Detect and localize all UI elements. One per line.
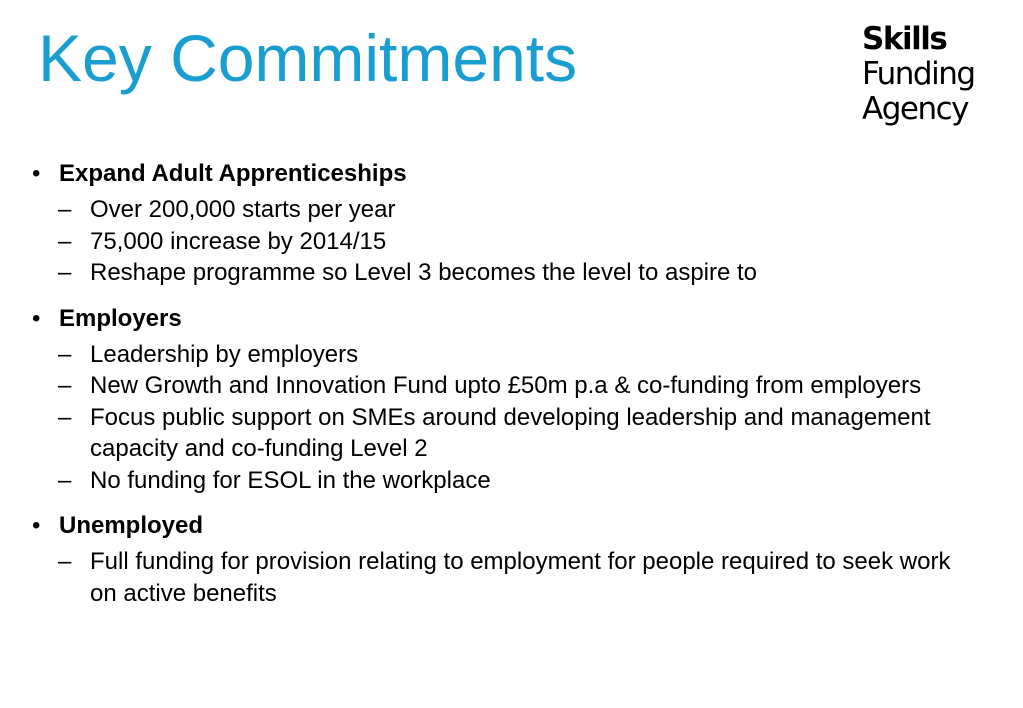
dash-icon: –: [58, 548, 72, 575]
bullet-icon: •: [32, 512, 41, 539]
list-item: [32, 339, 982, 371]
section-heading: [32, 303, 982, 335]
list-item-text: Reshape programme so Level 3 becomes the level to aspire to: [90, 259, 758, 286]
dash-icon: –: [58, 340, 72, 368]
dash-icon: –: [58, 372, 72, 399]
sub-list: [32, 339, 982, 497]
bullet-icon: •: [32, 304, 41, 332]
dash-icon: –: [58, 403, 72, 431]
list-item: [32, 257, 982, 289]
list-item: [32, 194, 982, 226]
logo-line-agency: Agency: [862, 91, 968, 127]
skills-funding-agency-logo: [862, 22, 1002, 127]
list-item-text: Leadership by employers: [90, 340, 359, 368]
list-item: [32, 546, 982, 609]
list-item: [32, 370, 982, 402]
slide-title: Key Commitments: [38, 21, 578, 95]
bullet-icon: •: [32, 160, 41, 187]
section-heading-text: Unemployed: [59, 512, 204, 539]
list-item: [32, 226, 982, 258]
sub-list: [32, 546, 982, 609]
list-item-text: Full funding for provision relating to employment for people required to seek work on active benefits: [90, 548, 951, 607]
section-heading-text: Employers: [59, 304, 182, 332]
logo-line-funding: Funding: [862, 56, 975, 92]
dash-icon: –: [58, 227, 72, 255]
dash-icon: –: [58, 196, 72, 223]
section-heading: [32, 510, 982, 542]
section-heading: [32, 158, 982, 190]
section-adult-apprenticeships: [32, 158, 982, 289]
sub-list: [32, 194, 982, 289]
list-item-text: Focus public support on SMEs around developing leadership and management capacity and co-funding Level 2: [90, 403, 931, 462]
list-item-text: No funding for ESOL in the workplace: [90, 466, 491, 494]
section-employers: [32, 303, 982, 497]
bullet-content: [32, 158, 982, 623]
dash-icon: –: [58, 259, 72, 286]
list-item-text: New Growth and Innovation Fund upto £50m p.a & co-funding from employers: [90, 372, 922, 399]
section-heading-text: Expand Adult Apprenticeships: [59, 160, 407, 187]
list-item-text: Over 200,000 starts per year: [90, 196, 396, 223]
logo-line-skills: Skills: [862, 21, 947, 57]
list-item: [32, 465, 982, 497]
list-item-text: 75,000 increase by 2014/15: [90, 227, 387, 255]
list-item: [32, 402, 982, 465]
section-unemployed: [32, 510, 982, 609]
dash-icon: –: [58, 466, 72, 494]
